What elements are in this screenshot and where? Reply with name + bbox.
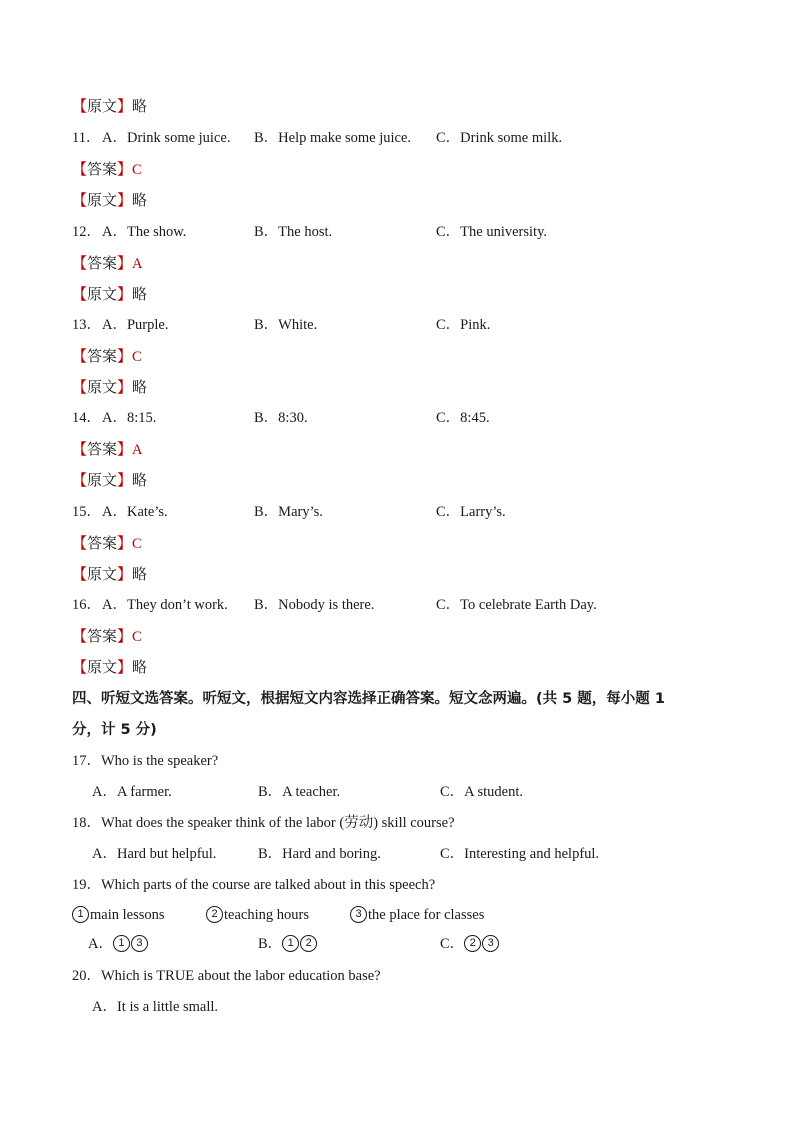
circled-number: 3	[482, 935, 499, 952]
answer-line-15: 【答案】C	[72, 534, 142, 552]
source-line: 【原文】略	[72, 471, 148, 489]
source-line: 【原文】略	[72, 565, 148, 583]
question-19-stem: 19．Which parts of the course are talked about in this speech?	[72, 877, 436, 893]
question-16: 16． A．They don’t work. B．Nobody is there. C．To celebrate Earth Day.	[72, 597, 597, 613]
circled-number: 3	[131, 935, 148, 952]
question-19-items	[72, 903, 772, 927]
item-3: 3 the place for classes	[350, 903, 484, 927]
option-a: A． 1 3	[88, 932, 149, 956]
circled-number: 3	[350, 906, 367, 923]
source-line: 【原文】略	[72, 658, 148, 676]
circled-number: 1	[72, 906, 89, 923]
question-19-options	[72, 932, 772, 956]
section-heading-cont: 分，计 5 分)	[72, 722, 157, 738]
source-line: 【原文】略	[72, 191, 148, 209]
question-18-options: A．Hard but helpful. B．Hard and boring. C．Interesting and helpful.	[92, 846, 600, 862]
question-14: 14． A．8:15. B．8:30. C．8:45.	[72, 410, 490, 426]
source-line: 【原文】略	[72, 97, 148, 115]
option-b: B． 1 2	[258, 932, 318, 956]
answer-line-11: 【答案】C	[72, 160, 142, 178]
question-18-stem: 18．What does the speaker think of the labor (劳动) skill course?	[72, 815, 455, 831]
question-15: 15． A．Kate’s. B．Mary’s. C．Larry’s.	[72, 504, 506, 520]
section-heading: 四、听短文选答案。听短文，根据短文内容选择正确答案。短文念两遍。(共 5 题，每小题 1	[72, 691, 665, 707]
source-line: 【原文】略	[72, 378, 148, 396]
answer-line-13: 【答案】C	[72, 347, 142, 365]
circled-number: 2	[464, 935, 481, 952]
item-2: 2 teaching hours	[206, 903, 309, 927]
circled-number: 1	[113, 935, 130, 952]
question-13: 13． A．Purple. B．White. C．Pink.	[72, 317, 491, 333]
source-line: 【原文】略	[72, 285, 148, 303]
question-20-options: A．It is a little small.	[92, 999, 219, 1015]
option-c: C． 2 3	[440, 932, 500, 956]
circled-number: 1	[282, 935, 299, 952]
question-12: 12． A．The show. B．The host. C．The university.	[72, 224, 548, 240]
question-11: 11． A．Drink some juice. B．Help make some juice. C．Drink some milk.	[72, 130, 563, 146]
item-1: 1 main lessons	[72, 903, 165, 927]
circled-number: 2	[206, 906, 223, 923]
question-20-stem: 20．Which is TRUE about the labor education base?	[72, 968, 381, 984]
answer-line-12: 【答案】A	[72, 254, 143, 272]
circled-number: 2	[300, 935, 317, 952]
question-17-options: A．A farmer. B．A teacher. C．A student.	[92, 784, 523, 800]
answer-line-14: 【答案】A	[72, 440, 143, 458]
question-17-stem: 17．Who is the speaker?	[72, 753, 219, 769]
answer-line-16: 【答案】C	[72, 627, 142, 645]
